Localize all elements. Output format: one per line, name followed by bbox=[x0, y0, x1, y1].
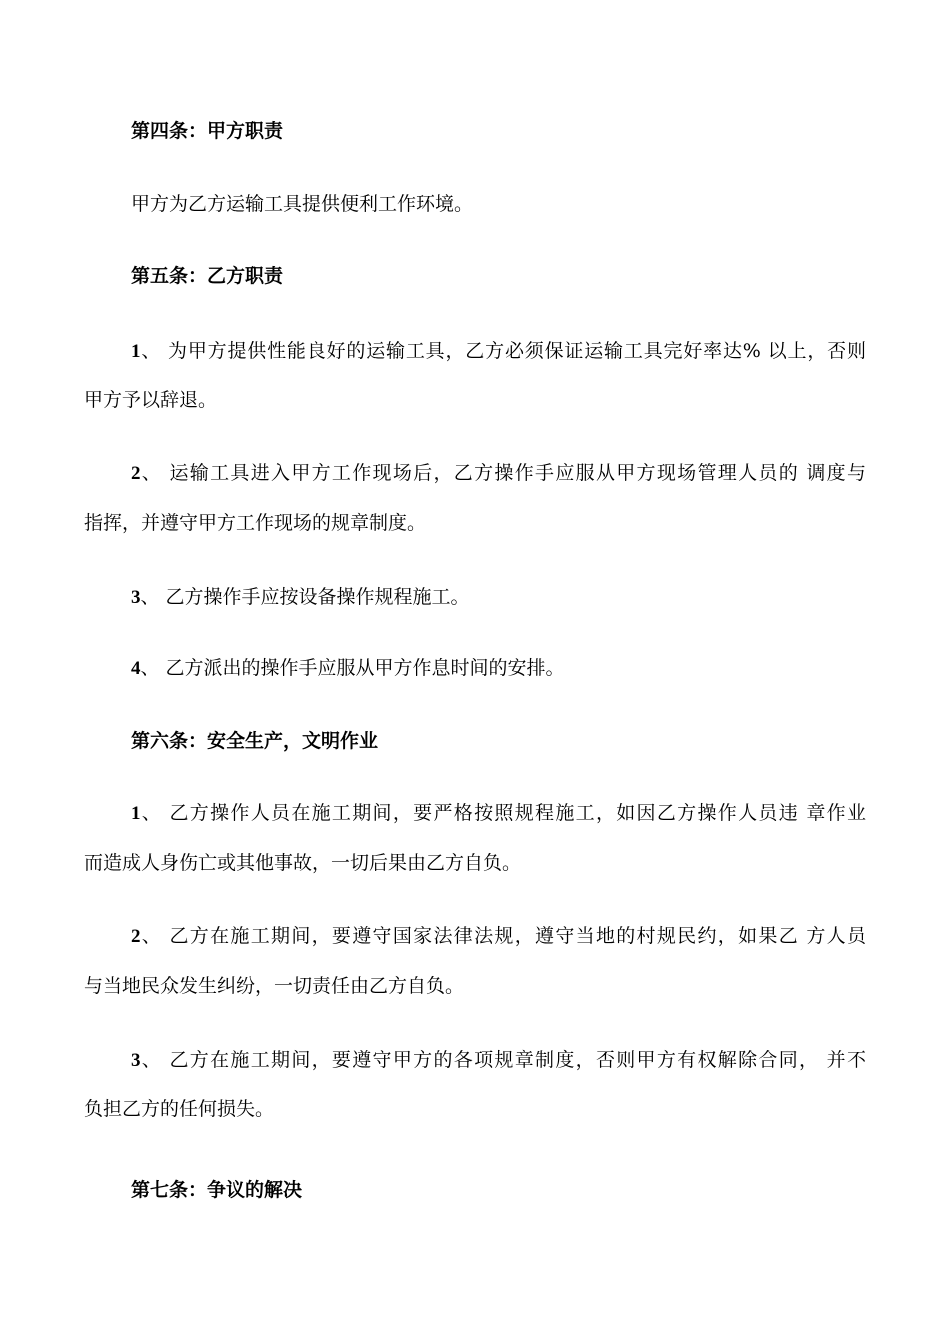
section-5-item-3 bbox=[131, 585, 866, 610]
item-text: 、 乙方在施工期间，要遵守国家法律法规，遵守当地的村规民约，如果乙 方人员 bbox=[140, 925, 866, 947]
item-number: 2 bbox=[131, 463, 141, 484]
section-5-item-2-line-1 bbox=[131, 461, 866, 486]
item-number: 3 bbox=[131, 1050, 141, 1071]
section-6-item-2-line-1 bbox=[131, 924, 866, 949]
section-6-item-1-line-2: 而造成人身伤亡或其他事故，一切后果由乙方自负。 bbox=[84, 852, 522, 874]
item-number: 2 bbox=[131, 926, 141, 947]
section-6-item-3-line-1 bbox=[131, 1048, 866, 1073]
item-text: 、 乙方操作手应按设备操作规程施工。 bbox=[140, 586, 470, 608]
section-6-heading: 第六条：安全生产，文明作业 bbox=[131, 730, 379, 752]
section-7-heading: 第七条：争议的解决 bbox=[131, 1179, 303, 1201]
section-4-heading: 第四条：甲方职责 bbox=[131, 120, 284, 142]
item-number: 1 bbox=[131, 803, 141, 824]
item-text: 、 乙方派出的操作手应服从甲方作息时间的安排。 bbox=[140, 657, 565, 679]
section-4-paragraph: 甲方为乙方运输工具提供便利工作环境。 bbox=[131, 193, 474, 215]
section-6-item-3-line-2: 负担乙方的任何损失。 bbox=[84, 1098, 275, 1120]
section-5-item-1-line-2: 甲方予以辞退。 bbox=[84, 389, 218, 411]
item-text: 、 为甲方提供性能良好的运输工具，乙方必须保证运输工具完好率达% 以上，否则 bbox=[140, 340, 866, 362]
section-6-item-2-line-2: 与当地民众发生纠纷，一切责任由乙方自负。 bbox=[84, 975, 465, 997]
section-6-item-1-line-1 bbox=[131, 801, 866, 826]
item-number: 3 bbox=[131, 587, 141, 608]
section-5-heading: 第五条：乙方职责 bbox=[131, 265, 284, 287]
item-text: 、 乙方在施工期间，要遵守甲方的各项规章制度，否则甲方有权解除合同， 并不 bbox=[140, 1049, 866, 1071]
item-text: 、 乙方操作人员在施工期间，要严格按照规程施工，如因乙方操作人员违 章作业 bbox=[140, 802, 866, 824]
item-number: 1 bbox=[131, 341, 141, 362]
section-5-item-1-line-1 bbox=[131, 339, 866, 364]
item-number: 4 bbox=[131, 658, 141, 679]
section-5-item-2-line-2: 指挥，并遵守甲方工作现场的规章制度。 bbox=[84, 512, 427, 534]
item-text: 、 运输工具进入甲方工作现场后，乙方操作手应服从甲方现场管理人员的 调度与 bbox=[140, 462, 866, 484]
section-5-item-4 bbox=[131, 656, 866, 681]
